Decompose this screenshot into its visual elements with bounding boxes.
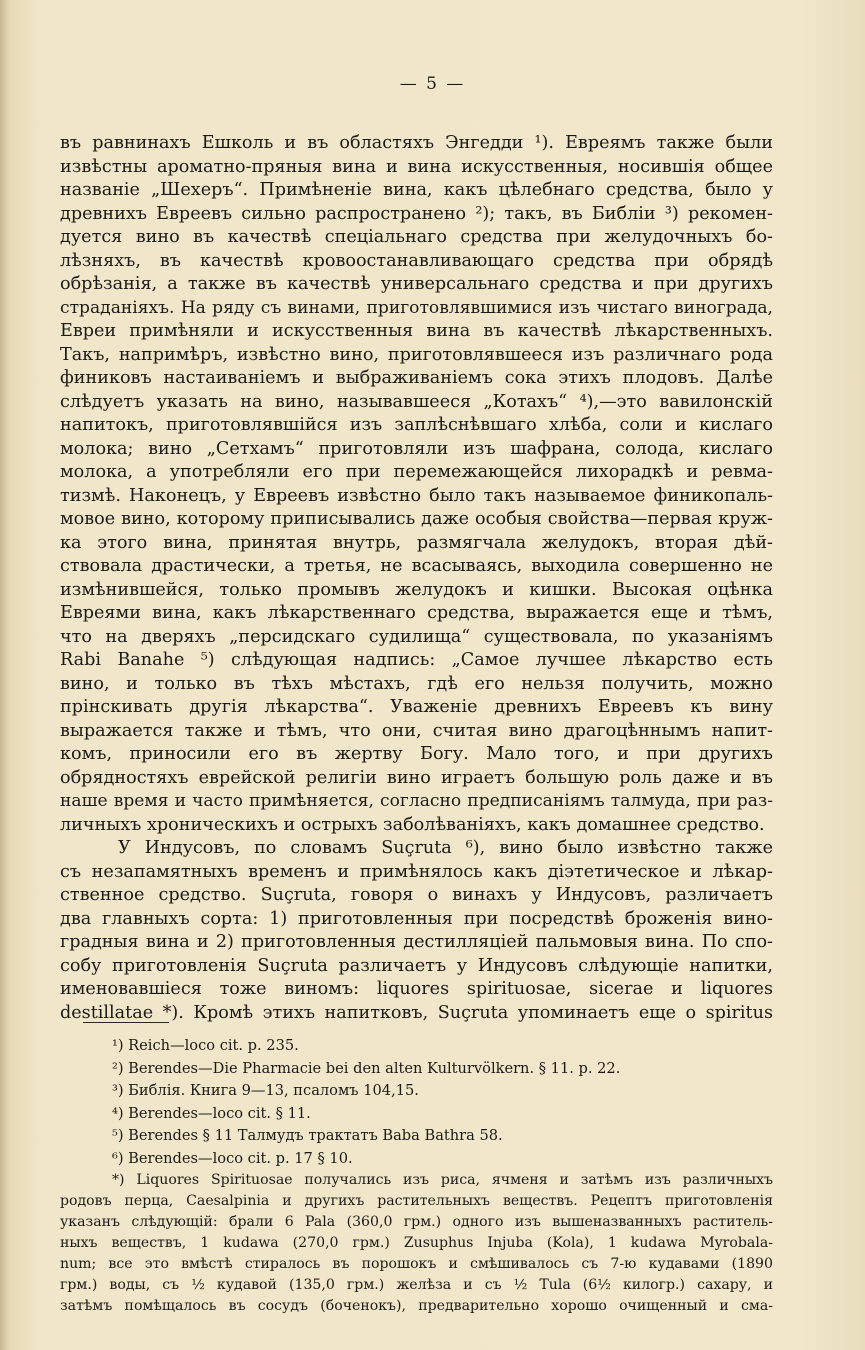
text-line: въ равнинахъ Ешколь и въ областяхъ Энгедди ¹). Евреямъ также были — [60, 133, 773, 153]
text-line: Евреями вина, какъ лѣкарственнаго средства, выражается еще и тѣмъ, — [60, 603, 773, 623]
text-line: извѣстны ароматно-пряныя вина и вина искусственныя, носившія общее — [60, 156, 773, 177]
text-line: выражается также и тѣмъ, что они, считая вино драгоцѣннымъ напит- — [60, 720, 773, 741]
long-footnote-line: затѣмъ помѣщалось въ сосудъ (боченокъ), предварительно хорошо очищенный и сма- — [60, 1298, 773, 1314]
footnote-item: ⁵) Berendes § 11 Талмудъ трактатъ Baba Bathra 58. — [112, 1127, 503, 1144]
text-line: мовое вино, которому приписывались даже особыя свойства—первая круж- — [60, 509, 773, 529]
text-line: древнихъ Евреевъ сильно распространено ²); такъ, въ Библіи ³) рекомен- — [60, 203, 773, 224]
text-line: страданіяхъ. На ряду съ винами, приготовлявшимися изъ чистаго винограда, — [60, 297, 773, 318]
footnote-divider — [83, 1022, 169, 1023]
text-line: вино, и только въ тѣхъ мѣстахъ, гдѣ его нельзя получить, можно — [60, 673, 773, 694]
text-line: именовавшіеся тоже виномъ: liquores spirituosae, sicerae и liquores — [60, 979, 773, 999]
text-line: destillatae *). Кромѣ этихъ напитковъ, Suçruta упоминаетъ еще о spiritus — [60, 1002, 773, 1023]
long-footnote-line: указанъ слѣдующій: брали 6 Pala (360,0 грм.) одного изъ вышеназванныхъ раститель- — [60, 1214, 773, 1230]
text-line: молока, а употребляли его при перемежающейся лихорадкѣ и ревма- — [60, 462, 773, 482]
text-line: измѣнившейся, только промывъ желудокъ и кишки. Высокая оцѣнка — [60, 579, 773, 600]
text-line: собу приготовленія Suçruta различаетъ у Индусовъ слѣдующіе напитки, — [60, 955, 773, 976]
text-line: ствовала драстически, а третья, не всасываясь, выходила совершенно не — [60, 556, 773, 576]
footnote-item: ⁶) Berendes—loco cit. p. 17 § 10. — [112, 1149, 353, 1167]
long-footnote-line: ныхъ веществъ, 1 kudawa (270,0 грм.) Zusuphus Injuba (Kola), 1 kudawa Myrobala- — [60, 1235, 773, 1251]
page-number: — 5 — — [399, 74, 466, 94]
text-line: Такъ, напримѣръ, извѣстно вино, приготовлявшееся изъ различнаго рода — [60, 344, 773, 365]
long-footnote-line: грм.) воды, съ ½ кудавой (135,0 грм.) желѣза и съ ½ Tula (6½ килогр.) сахару, и — [60, 1277, 773, 1293]
footnote-item: ⁴) Berendes—loco cit. § 11. — [112, 1104, 311, 1122]
text-line: что на дверяхъ „персидскаго судилища“ существовала, по указаніямъ — [60, 626, 773, 647]
text-line: слѣдуетъ указать на вино, называвшееся „Котахъ“ ⁴),—это вавилонскій — [60, 391, 773, 412]
footnotes — [60, 1035, 773, 1317]
text-line: дуется вино въ качествѣ спеціальнаго средства при желудочныхъ бо- — [60, 227, 773, 247]
text-line: комъ, приносили его въ жертву Богу. Мало того, и при другихъ — [60, 744, 773, 764]
text-line: два главныхъ сорта: 1) приготовленныя при посредствѣ броженія вино- — [60, 908, 773, 929]
text-line: градныя вина и 2) приготовленныя дестилляціей пальмовыя вина. По спо- — [60, 932, 773, 952]
text-line: прінскивать другія лѣкарства“. Уваженіе древнихъ Евреевъ къ вину — [60, 697, 773, 717]
body-text — [60, 132, 773, 1025]
text-line: молока; вино „Сетхамъ“ приготовляли изъ шафрана, солода, кислаго — [60, 438, 773, 459]
text-line: ка этого вина, принятая внутрь, размягчала желудокъ, вторая дѣй- — [60, 532, 773, 553]
text-line: финиковъ настаиваніемъ и выбраживаніемъ сока этихъ плодовъ. Далѣе — [60, 368, 773, 388]
footnote-item: ¹) Reich—loco cit. p. 235. — [112, 1037, 299, 1054]
text-line: напитокъ, приготовлявшійся изъ заплѣснѣвшаго хлѣба, соли и кислаго — [60, 415, 773, 435]
text-line: лѣзняхъ, въ качествѣ кровоостанавливающаго средства при обрядѣ — [60, 250, 773, 271]
text-line: съ незапамятныхъ временъ и примѣнялось какъ діэтетическое и лѣкар- — [60, 861, 773, 882]
text-line: названіе „Шехеръ“. Примѣненіе вина, какъ цѣлебнаго средства, было у — [60, 180, 773, 200]
text-line: Rabi Banahe ⁵) слѣдующая надпись: „Самое лучшее лѣкарство есть — [60, 650, 773, 670]
text-line: ственное средство. Suçruta, говоря о винахъ у Индусовъ, различаетъ — [60, 885, 773, 905]
text-line: Евреи примѣняли и искусственныя вина въ качествѣ лѣкарственныхъ. — [60, 321, 773, 341]
long-footnote-line: родовъ перца, Caesalpinia и другихъ растительныхъ веществъ. Рецептъ приготовленія — [60, 1193, 773, 1209]
text-line: обрядностяхъ еврейской религіи вино играетъ большую роль даже и въ — [60, 767, 773, 788]
text-line: личныхъ хроническихъ и острыхъ заболѣваніяхъ, какъ домашнее средство. — [60, 814, 765, 835]
text-line: наше время и часто примѣняется, согласно предписаніямъ талмуда, при раз- — [60, 791, 773, 811]
footnote-item: ²) Berendes—Die Pharmacie bei den alten Kulturvölkern. § 11. p. 22. — [112, 1059, 621, 1077]
text-line: тизмѣ. Наконецъ, у Евреевъ извѣстно было такъ называемое финикопаль- — [60, 485, 773, 506]
long-footnote-line: num; все это вмѣстѣ стиралось въ порошокъ и смѣшивалось съ 7-ю кудавами (1890 — [60, 1256, 773, 1272]
text-line: У Индусовъ, по словамъ Suçruta ⁶), вино было извѣстно также — [118, 838, 773, 858]
text-line: обрѣзанія, а также въ качествѣ универсальнаго средства и при другихъ — [60, 274, 773, 294]
footnote-item: ³) Библія. Книга 9—13, псаломъ 104,15. — [112, 1082, 419, 1099]
long-footnote-line: *) Liquores Spirituosae получались изъ риса, ячменя и затѣмъ изъ различныхъ — [112, 1172, 773, 1188]
